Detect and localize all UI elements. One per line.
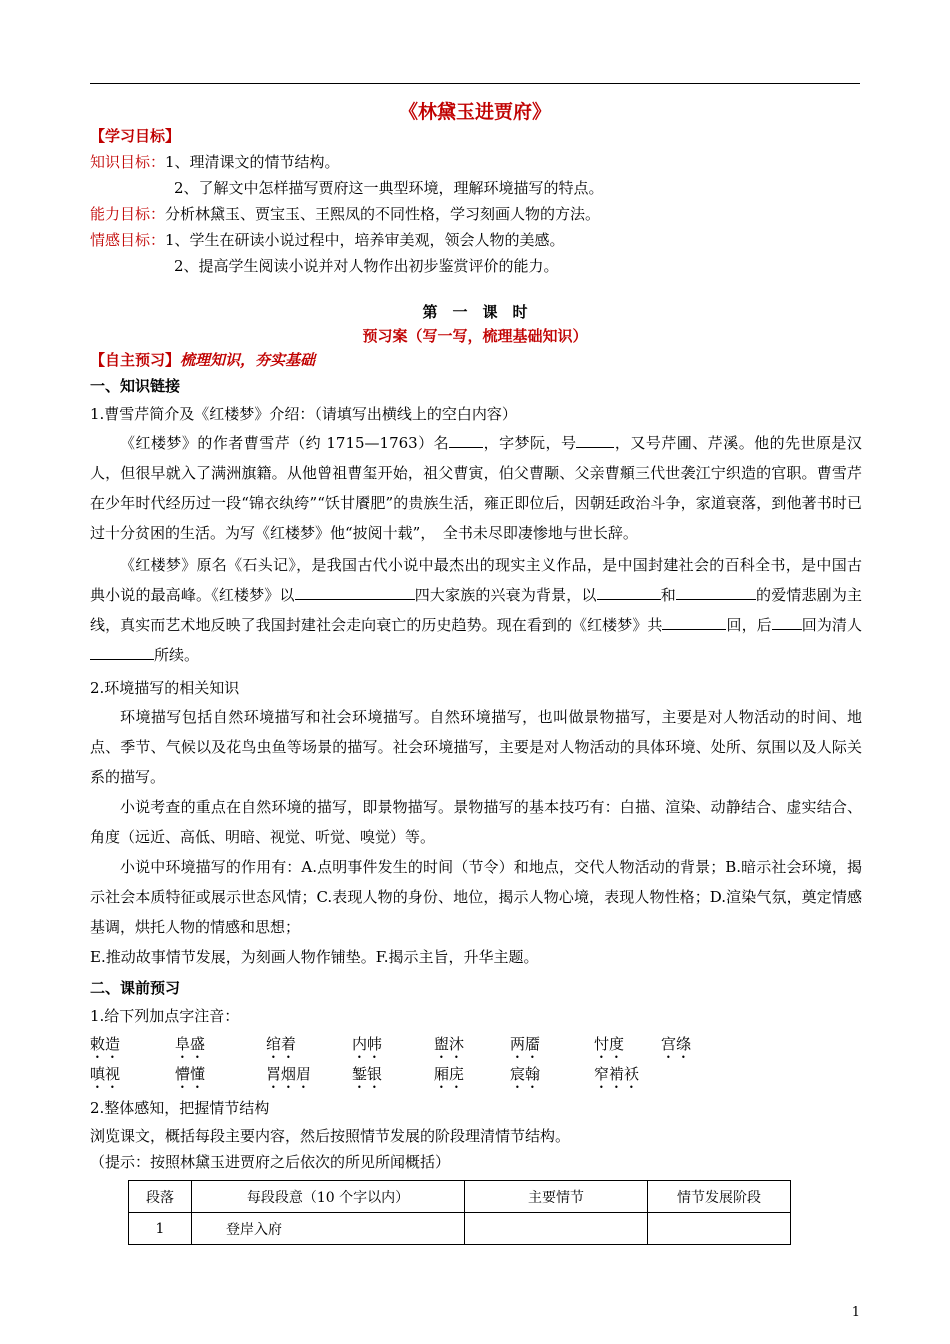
table-header-row xyxy=(129,1181,791,1213)
ability-label: 能力目标： xyxy=(90,205,166,223)
word-text: 内帏 xyxy=(352,1035,383,1053)
word-text: 敕造 xyxy=(90,1035,121,1053)
emotion-text-1: 1、学生在研读小说过程中，培养审美观，领会人物的美感。 xyxy=(165,231,565,249)
word-item xyxy=(661,1034,691,1062)
word-item xyxy=(266,1034,296,1062)
blank-character-1[interactable] xyxy=(597,585,661,600)
preview-header xyxy=(90,350,315,370)
preview-header-note: 梳理知识，夯实基础 xyxy=(180,351,316,369)
hint-text: （提示：按照林黛玉进贾府之后依次的所见所闻概括） xyxy=(90,1153,451,1171)
item-3: 1.给下列加点字注音： xyxy=(90,1007,240,1025)
blank-later-chapters[interactable] xyxy=(772,615,802,630)
word-item xyxy=(352,1034,382,1062)
word-text: 窄褃袄 xyxy=(594,1065,640,1083)
table-header-cell: 情节发展阶段 xyxy=(648,1181,791,1213)
table-header-cell: 段落 xyxy=(129,1181,192,1213)
word-text: 罥烟眉 xyxy=(266,1065,312,1083)
p2-d: 的爱情悲剧为主线，真实而艺术地反映了我国封建社会走向衰亡的历史趋势。现在看到的《红楼梦》共 xyxy=(90,586,862,634)
paragraph-environment: 环境描写包括自然环境描写和社会环境描写。自然环境描写，也叫做景物描写，主要是对人物活动的时间、地点、季节、气候以及花鸟虫鱼等场景的描写。社会环境描写，主要是对人物活动的具体环境、处所、氛围以及人际关系的描写。 xyxy=(90,708,862,786)
word-item xyxy=(90,1034,120,1062)
word-item xyxy=(434,1034,464,1062)
word-item xyxy=(266,1064,311,1092)
word-item xyxy=(90,1064,120,1092)
word-text: 宫绦 xyxy=(661,1035,692,1053)
blank-name[interactable] xyxy=(449,433,483,448)
knowledge-objective-1 xyxy=(90,152,340,172)
blank-continuer[interactable] xyxy=(90,645,154,660)
paragraph-hongloumeng xyxy=(90,550,862,670)
section-1-heading: 一、知识链接 xyxy=(90,377,181,395)
word-item xyxy=(510,1034,540,1062)
preview-header-label: 【自主预习】 xyxy=(90,351,181,369)
emotion-objective-1 xyxy=(90,230,565,250)
p1-a: 《红楼梦》的作者曹雪芹（约 1715—1763）名 xyxy=(120,434,450,452)
word-item xyxy=(352,1064,382,1092)
word-text: 錾银 xyxy=(352,1065,383,1083)
word-text: 两靥 xyxy=(510,1035,541,1053)
objectives-header: 【学习目标】 xyxy=(90,127,181,145)
item-4: 2.整体感知，把握情节结构 xyxy=(90,1099,270,1117)
paragraph-scenery: 小说考查的重点在自然环境的描写，即景物描写。景物描写的基本技巧有：白描、渲染、动静结合、虚实结合、角度（远近、高低、明暗、视觉、听觉、嗅觉）等。 xyxy=(90,798,862,846)
word-item xyxy=(510,1064,540,1092)
knowledge-label: 知识目标： xyxy=(90,153,166,171)
lesson-heading: 第 一 课 时 xyxy=(422,303,528,321)
emotion-text-2: 2、提高学生阅读小说并对人物作出初步鉴赏评价的能力。 xyxy=(174,257,559,275)
p1-b: ，字梦阮，号 xyxy=(483,434,577,452)
ability-objective xyxy=(90,204,600,224)
word-item xyxy=(175,1064,205,1092)
blank-chapters[interactable] xyxy=(662,615,726,630)
p1-d: 但很早就入了满洲旗籍。从他曾祖曹玺开始，祖父曹寅，伯父曹颙、父亲曹頫三代世袭江宁织造的官职。曹雪芹在少年时代经历过一段“锦衣纨绔”“饫甘餍肥”的贵族生活，雍正即位后，因朝廷政治斗争，家道衰落，到他著书时已过十分贫困的生活。为写《红楼梦》他“披阅十载”， 全书未尽即凄惨地与世长辞。 xyxy=(90,464,862,542)
item-2: 2.环境描写的相关知识 xyxy=(90,679,240,697)
p2-c: 和 xyxy=(660,586,676,604)
item-1: 1.曹雪芹简介及《红楼梦》介绍：（请填写出横线上的空白内容） xyxy=(90,405,517,423)
blank-character-2[interactable] xyxy=(676,585,756,600)
word-text: 绾着 xyxy=(266,1035,297,1053)
p2-f: 回为清人 xyxy=(801,616,862,634)
table-cell-empty[interactable] xyxy=(648,1213,791,1245)
word-item xyxy=(434,1064,464,1092)
table-header-cell: 主要情节 xyxy=(465,1181,648,1213)
paragraph-author xyxy=(90,428,862,548)
p2-g: 所续。 xyxy=(154,646,200,664)
header-rule xyxy=(90,83,860,84)
knowledge-text-2: 2、了解文中怎样描写贾府这一典型环境，理解环境描写的特点。 xyxy=(174,179,604,197)
paragraph-function: 小说中环境描写的作用有：A.点明事件发生的时间（节令）和地点，交代人物活动的背景；B.暗示社会环境，揭示社会本质特征或展示世态风情；C.表现人物的身份、地位，揭示人物心境，表现人物性格；D.渲染气氛，奠定情感基调，烘托人物的情感和思想； xyxy=(90,858,862,936)
word-item xyxy=(594,1064,639,1092)
ability-text: 分析林黛玉、贾宝玉、王熙凤的不同性格，学习刻画人物的方法。 xyxy=(165,205,601,223)
lesson-subheading: 预习案（写一写，梳理基础知识） xyxy=(362,327,588,345)
word-text: 嗔视 xyxy=(90,1065,121,1083)
table-header-cell: 每段段意（10 个字以内） xyxy=(192,1181,465,1213)
word-item xyxy=(175,1034,205,1062)
page-number: 1 xyxy=(851,1305,860,1320)
word-text: 阜盛 xyxy=(175,1035,206,1053)
blank-four-families[interactable] xyxy=(295,585,415,600)
table-cell: 登岸入府 xyxy=(192,1213,465,1245)
p2-b: 四大家族的兴衰为背景，以 xyxy=(414,586,597,604)
knowledge-text-1: 1、理清课文的情节结构。 xyxy=(165,153,340,171)
word-item xyxy=(594,1034,624,1062)
instruction-text: 浏览课文，概括每段主要内容，然后按照情节发展的阶段理清情节结构。 xyxy=(90,1127,571,1145)
word-text: 厢庑 xyxy=(434,1065,465,1083)
section-2-heading: 二、课前预习 xyxy=(90,979,181,997)
p1-c: ，又号芹圃、芹溪。他的先世原是汉人， xyxy=(90,434,862,482)
table-cell-empty[interactable] xyxy=(465,1213,648,1245)
plot-structure-table xyxy=(128,1180,791,1245)
word-text: 宸翰 xyxy=(510,1065,541,1083)
word-text: 忖度 xyxy=(594,1035,625,1053)
table-row xyxy=(129,1213,791,1245)
blank-hao[interactable] xyxy=(576,433,614,448)
paragraph-function-ef: E.推动故事情节发展，为刻画人物作铺垫。F.揭示主旨，升华主题。 xyxy=(90,948,539,966)
p2-e: 回，后 xyxy=(726,616,772,634)
p2-a: 《红楼梦》原名《石头记》，是我国古代小说中最杰出的现实主义作品，是中国封建社会的百科全书，是中国古典小说的最高峰。《红楼梦》以 xyxy=(90,556,862,604)
document-title: 《林黛玉进贾府》 xyxy=(398,101,551,123)
emotion-label: 情感目标： xyxy=(90,231,166,249)
word-text: 懵懂 xyxy=(175,1065,206,1083)
word-text: 盥沐 xyxy=(434,1035,465,1053)
table-cell: 1 xyxy=(129,1213,192,1245)
